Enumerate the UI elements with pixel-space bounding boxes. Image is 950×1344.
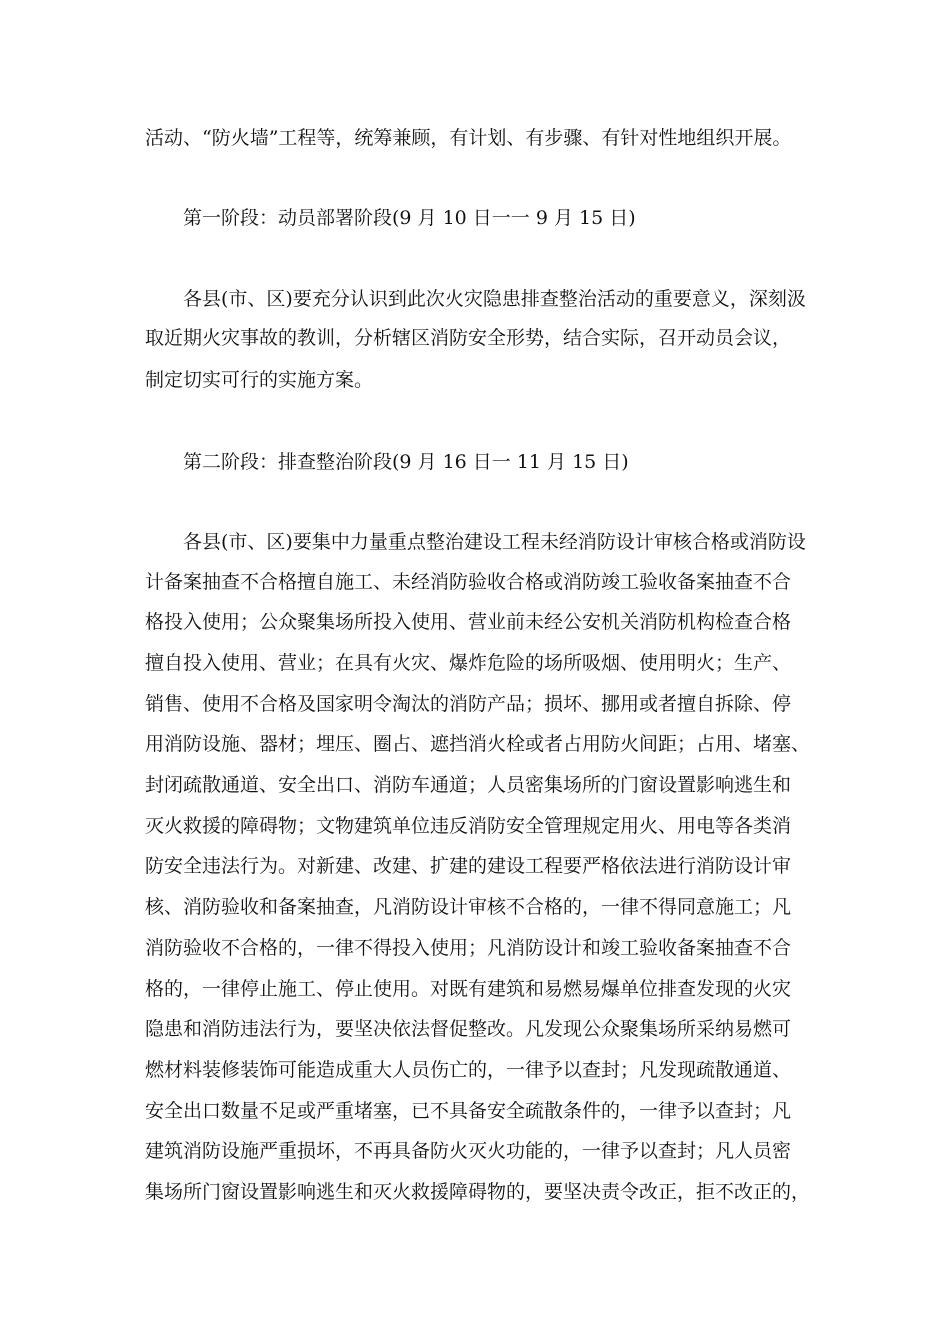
paragraph-line: 消防验收不合格的，一律不得投入使用；凡消防设计和竣工验收备案抽查不合 — [145, 937, 792, 959]
paragraph-line: 制定切实可行的实施方案。 — [145, 369, 374, 391]
paragraph-line: 取近期火灾事故的教训，分析辖区消防安全形势，结合实际，召开动员会议， — [145, 327, 792, 349]
paragraph-line: 擅自投入使用、营业；在具有火灾、爆炸危险的场所吸烟、使用明火；生产、 — [145, 652, 792, 674]
paragraph-line: 计备案抽查不合格擅自施工、未经消防验收合格或消防竣工验收备案抽查不合 — [145, 571, 792, 593]
paragraph-line: 格的，一律停止施工、停止使用。对既有建筑和易燃易爆单位排查发现的火灾 — [145, 978, 792, 1000]
paragraph-line: 灭火救援的障碍物；文物建筑单位违反消防安全管理规定用火、用电等各类消 — [145, 815, 792, 837]
paragraph-line: 封闭疏散通道、安全出口、消防车通道；人员密集场所的门窗设置影响逃生和 — [145, 774, 792, 796]
stage-heading: 第二阶段：排查整治阶段(9 月 16 日一 11 月 15 日) — [183, 451, 629, 473]
paragraph-line: 各县(市、区)要集中力量重点整治建设工程未经消防设计审核合格或消防设 — [183, 531, 806, 553]
paragraph-line: 各县(市、区)要充分认识到此次火灾隐患排查整治活动的重要意义，深刻汲 — [183, 288, 806, 310]
paragraph-line: 防安全违法行为。对新建、改建、扩建的建设工程要严格依法进行消防设计审 — [145, 855, 792, 877]
paragraph-line: 格投入使用；公众聚集场所投入使用、营业前未经公安机关消防机构检查合格 — [145, 611, 792, 633]
stage-heading: 第一阶段：动员部署阶段(9 月 10 日一一 9 月 15 日) — [183, 207, 636, 229]
paragraph-line: 用消防设施、器材；埋压、圈占、遮挡消火栓或者占用防火间距；占用、堵塞、 — [145, 733, 811, 755]
paragraph-line: 安全出口数量不足或严重堵塞，已不具备安全疏散条件的，一律予以查封；凡 — [145, 1100, 792, 1122]
paragraph-line: 核、消防验收和备案抽查，凡消防设计审核不合格的，一律不得同意施工；凡 — [145, 896, 792, 918]
paragraph-line: 建筑消防设施严重损坏，不再具备防火灭火功能的，一律予以查封；凡人员密 — [145, 1140, 792, 1162]
paragraph-line: 销售、使用不合格及国家明令淘汰的消防产品；损坏、挪用或者擅自拆除、停 — [145, 693, 792, 715]
paragraph-line: 隐患和消防违法行为，要坚决依法督促整改。凡发现公众聚集场所采纳易燃可 — [145, 1018, 792, 1040]
paragraph-line: 集场所门窗设置影响逃生和灭火救援障碍物的，要坚决责令改正，拒不改正的， — [145, 1181, 811, 1203]
paragraph-line: 燃材料装修装饰可能造成重大人员伤亡的，一律予以查封；凡发现疏散通道、 — [145, 1059, 792, 1081]
paragraph-line: 活动、“防火墙”工程等，统筹兼顾，有计划、有步骤、有针对性地组织开展。 — [145, 127, 792, 149]
